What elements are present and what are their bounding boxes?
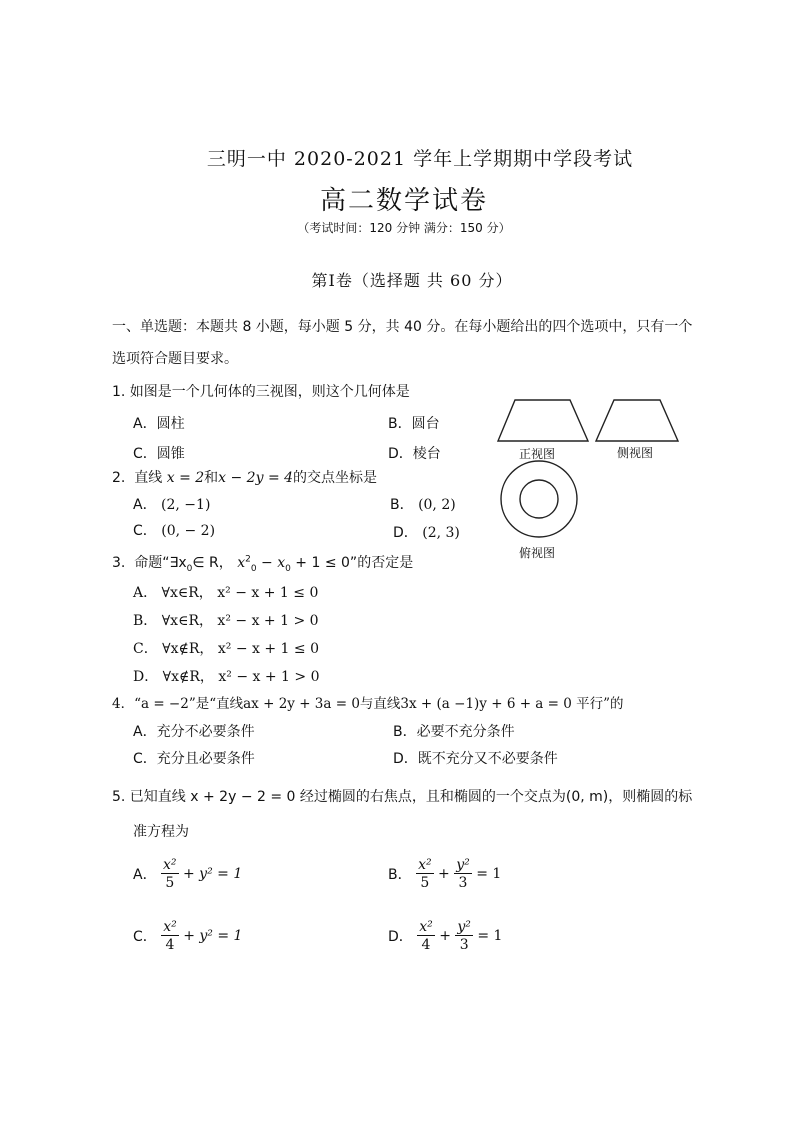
q1-option-a: A．圆柱 — [133, 416, 185, 432]
q5-option-d: D． $\frac{\text{x²}}{4}$ + $\frac{\text{y²}}{3}$ = 1 — [388, 919, 503, 953]
top-view-inner-circle — [520, 480, 558, 518]
q2-eq1: x = 2 — [166, 470, 205, 486]
q2-option-b: B． (0, 2) — [390, 497, 456, 513]
q1-option-c: C．圆锥 — [133, 446, 185, 462]
q2-option-c: C． (0, − 2) — [133, 523, 216, 539]
side-view-label: 侧视图 — [617, 446, 654, 460]
q2-eq2: x − 2y = 4 — [218, 470, 294, 486]
part-title: 第Ⅰ卷（选择题 共 60 分） — [311, 271, 513, 290]
q4-option-b: B．必要不充分条件 — [393, 724, 515, 740]
q1-option-d: D．棱台 — [388, 446, 441, 462]
q3-option-a: A． ∀x∈R， x² − x + 1 ≤ 0 — [133, 585, 319, 601]
q5-option-c: C． $\frac{\text{x²}}{4}$ + y² = 1 — [133, 919, 243, 953]
exam-meta: （考试时间：120 分钟 满分：150 分） — [297, 221, 511, 235]
q2-num: 2. — [112, 470, 126, 486]
side-view-trapezoid — [596, 400, 678, 441]
q4-option-a: A．充分不必要条件 — [133, 724, 255, 740]
q5-option-b: B． $\frac{\text{x²}}{5}$ + $\frac{\text{y²}}{3}$ = 1 — [388, 857, 502, 891]
q2-stem — [112, 467, 377, 487]
top-view-label: 俯视图 — [519, 546, 556, 560]
q2-text-c: 的交点坐标是 — [293, 470, 378, 486]
exam-title: 高二数学试卷 — [319, 186, 488, 216]
q4-stem: 4．“a = −2”是“直线ax + 2y + 3a = 0与直线3x + (a −1)y + 6 + a = 0 平行”的 — [112, 696, 624, 712]
q5-option-a: A． $\frac{\text{x²}}{5}$ + y² = 1 — [133, 857, 243, 891]
q3-option-b: B． ∀x∈R， x² − x + 1 > 0 — [133, 613, 319, 629]
q2-option-a: A． (2, −1) — [133, 497, 211, 513]
exam-school-title: 三明一中 2020-2021 学年上学期期中学段考试 — [206, 148, 634, 170]
front-view-label: 正视图 — [519, 447, 556, 461]
section-instruction-line1: 一、单选题：本题共 8 小题，每小题 5 分，共 40 分。在每小题给出的四个选项中，只有一个 — [112, 319, 693, 335]
q2-text-a: 直线 — [134, 470, 163, 486]
q3-stem: 3. 命题“$\exists x_0\in$ R， $x^2_0 - x_0 + 1 \le 0$”的否定是 — [112, 554, 414, 574]
q1-stem: 1. 如图是一个几何体的三视图，则这个几何体是 — [112, 384, 410, 400]
three-view-figure — [490, 395, 690, 565]
q2-text-b: 和 — [204, 470, 219, 486]
q5-stem-line1: 5. 已知直线 x + 2y − 2 = 0 经过椭圆的右焦点，且和椭圆的一个交点为(0, m)，则椭圆的标 — [112, 789, 693, 805]
q1-option-b: B．圆台 — [388, 416, 440, 432]
section-instruction-line2: 选项符合题目要求。 — [112, 351, 238, 367]
q3-option-c: C． ∀x∉R， x² − x + 1 ≤ 0 — [133, 641, 319, 657]
q4-option-c: C．充分且必要条件 — [133, 751, 255, 767]
top-view-outer-circle — [501, 461, 577, 537]
q4-option-d: D．既不充分又不必要条件 — [393, 751, 558, 767]
q5-stem-line2: 准方程为 — [133, 824, 189, 840]
q3-option-d: D． ∀x∉R， x² − x + 1 > 0 — [133, 669, 320, 685]
q2-option-d: D． (2, 3) — [393, 525, 460, 541]
front-view-trapezoid — [498, 400, 588, 441]
